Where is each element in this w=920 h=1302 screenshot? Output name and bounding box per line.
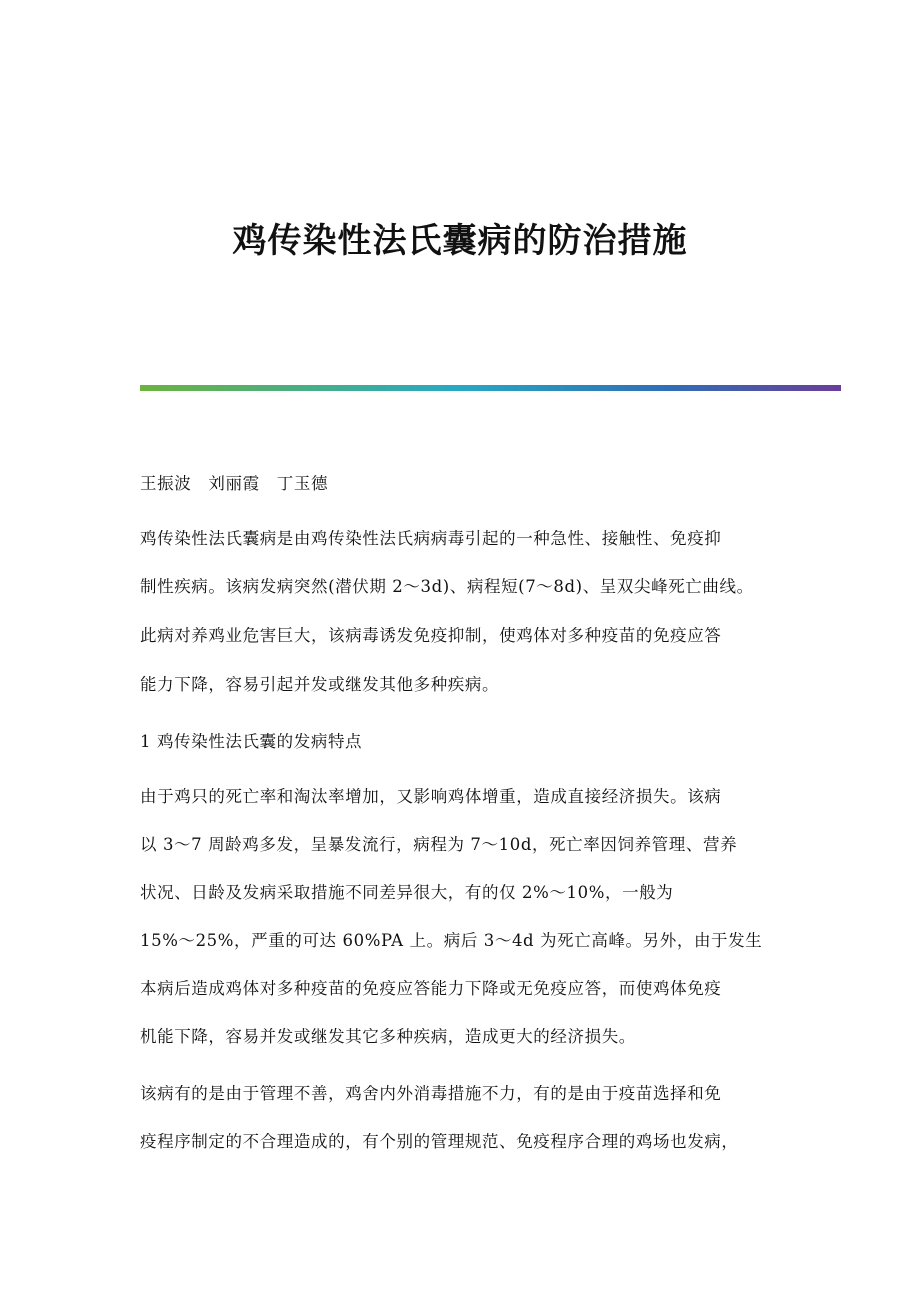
authors-line: 王振波 刘丽霞 丁玉德 [140, 474, 329, 493]
paragraph-2-line-1: 由于鸡只的死亡率和淘汰率增加，又影响鸡体增重，造成直接经济损失。该病 [140, 787, 722, 806]
paragraph-3-line-2: 疫程序制定的不合理造成的，有个别的管理规范、免疫程序合理的鸡场也发病， [140, 1132, 739, 1151]
paragraph-2-line-5: 本病后造成鸡体对多种疫苗的免疫应答能力下降或无免疫应答，而使鸡体免疫 [140, 979, 722, 998]
paragraph-1-line-1: 鸡传染性法氏囊病是由鸡传染性法氏病病毒引起的一种急性、接触性、免疫抑 [140, 529, 722, 548]
paragraph-2-line-3: 状况、日龄及发病采取措施不同差异很大，有的仅 2%～10%，一般为 [140, 883, 674, 902]
paragraph-1-line-2: 制性疾病。该病发病突然(潜伏期 2～3d)、病程短(7～8d)、呈双尖峰死亡曲线。 [140, 577, 754, 596]
section-1-heading: 1 鸡传染性法氏囊的发病特点 [140, 732, 363, 751]
paragraph-2-line-6: 机能下降，容易并发或继发其它多种疾病，造成更大的经济损失。 [140, 1027, 636, 1046]
paragraph-3-line-1: 该病有的是由于管理不善，鸡舍内外消毒措施不力，有的是由于疫苗选择和免 [140, 1084, 722, 1103]
title-divider [140, 385, 841, 391]
paragraph-1-line-4: 能力下降，容易引起并发或继发其他多种疾病。 [140, 675, 500, 694]
page-title: 鸡传染性法氏囊病的防治措施 [232, 221, 688, 261]
paragraph-2-line-4: 15%～25%，严重的可达 60%PA 上。病后 3～4d 为死亡高峰。另外，由于发生 [140, 931, 763, 950]
paragraph-2-line-2: 以 3～7 周龄鸡多发，呈暴发流行，病程为 7～10d，死亡率因饲养管理、营养 [140, 835, 738, 854]
paragraph-1-line-3: 此病对养鸡业危害巨大，该病毒诱发免疫抑制，使鸡体对多种疫苗的免疫应答 [140, 626, 722, 645]
